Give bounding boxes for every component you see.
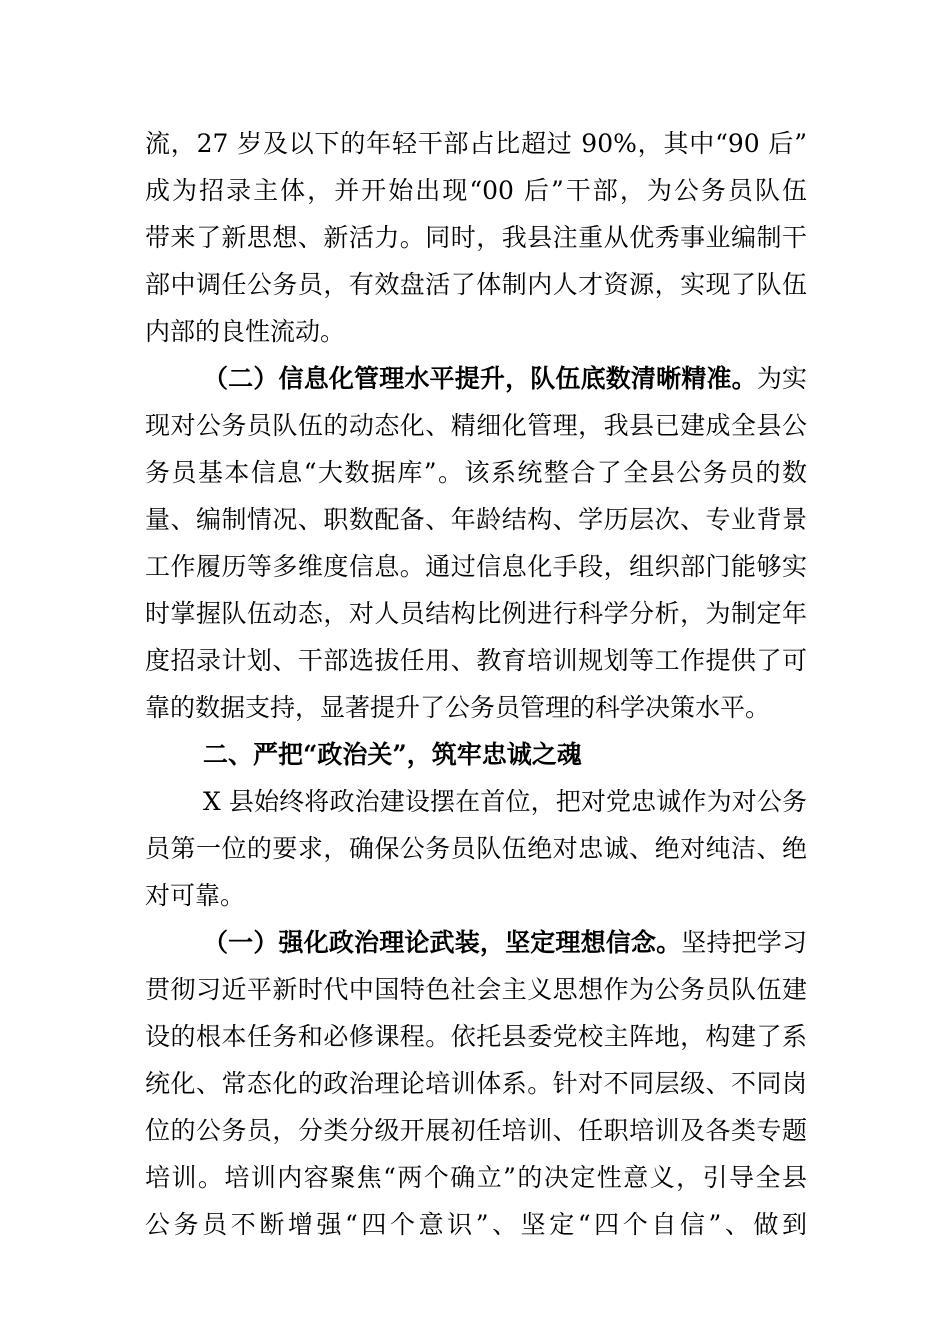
paragraph-2 [145, 355, 807, 731]
paragraph-lead-heading: （一）强化政治理论武装，坚定理想信念。 [203, 928, 682, 957]
text-line: 培训。培训内容聚焦“两个确立”的决定性意义，引导全县 [145, 1163, 807, 1192]
document-page [145, 120, 807, 1248]
text-line: 量、编制情况、职数配备、年龄结构、学历层次、专业背景 [145, 505, 807, 534]
text-line: 统化、常态化的政治理论培训体系。针对不同层级、不同岗 [145, 1069, 807, 1098]
text-line: 对可靠。 [145, 881, 246, 910]
text-line: 流，27 岁及以下的年轻干部占比超过 90%，其中“90 后” [145, 129, 807, 158]
text-line: 贯彻习近平新时代中国特色社会主义思想作为公务员队伍建 [145, 975, 807, 1004]
paragraph-4 [145, 919, 807, 1248]
text-line: 度招录计划、干部选拔任用、教育培训规划等工作提供了可 [145, 646, 807, 675]
text-line [145, 919, 807, 966]
text-line: 靠的数据支持，显著提升了公务员管理的科学决策水平。 [145, 693, 771, 722]
text-line: 位的公务员，分类分级开展初任培训、任职培训及各类专题 [145, 1116, 807, 1145]
text-line: 带来了新思想、新活力。同时，我县注重从优秀事业编制干 [145, 223, 807, 252]
text-line: 设的根本任务和必修课程。依托县委党校主阵地，构建了系 [145, 1022, 807, 1051]
text-line: 务员基本信息“大数据库”。该系统整合了全县公务员的数 [145, 458, 807, 487]
paragraph-1 [145, 120, 807, 355]
text-line [145, 355, 807, 402]
section-heading: 二、严把“政治关”，筑牢忠诚之魂 [203, 740, 582, 769]
text-line: X 县始终将政治建设摆在首位，把对党忠诚作为对公务 [203, 787, 807, 816]
text-line: 工作履历等多维度信息。通过信息化手段，组织部门能够实 [145, 552, 807, 581]
text-line: 内部的良性流动。 [145, 317, 346, 346]
text-line: 员第一位的要求，确保公务员队伍绝对忠诚、绝对纯洁、绝 [145, 834, 807, 863]
text-line: 部中调任公务员，有效盘活了体制内人才资源，实现了队伍 [145, 270, 807, 299]
text-line: 成为招录主体，并开始出现“00 后”干部，为公务员队伍 [145, 176, 807, 205]
paragraph-lead-heading: （二）信息化管理水平提升，队伍底数清晰精准。 [203, 364, 757, 393]
paragraph-3 [145, 778, 807, 919]
text-span: 为实 [756, 364, 807, 393]
text-span: 坚持把学习 [681, 928, 807, 957]
text-line: 时掌握队伍动态，对人员结构比例进行科学分析，为制定年 [145, 599, 807, 628]
text-line: 公务员不断增强“四个意识”、坚定“四个自信”、做到 [145, 1210, 807, 1239]
text-line: 现对公务员队伍的动态化、精细化管理，我县已建成全县公 [145, 411, 807, 440]
